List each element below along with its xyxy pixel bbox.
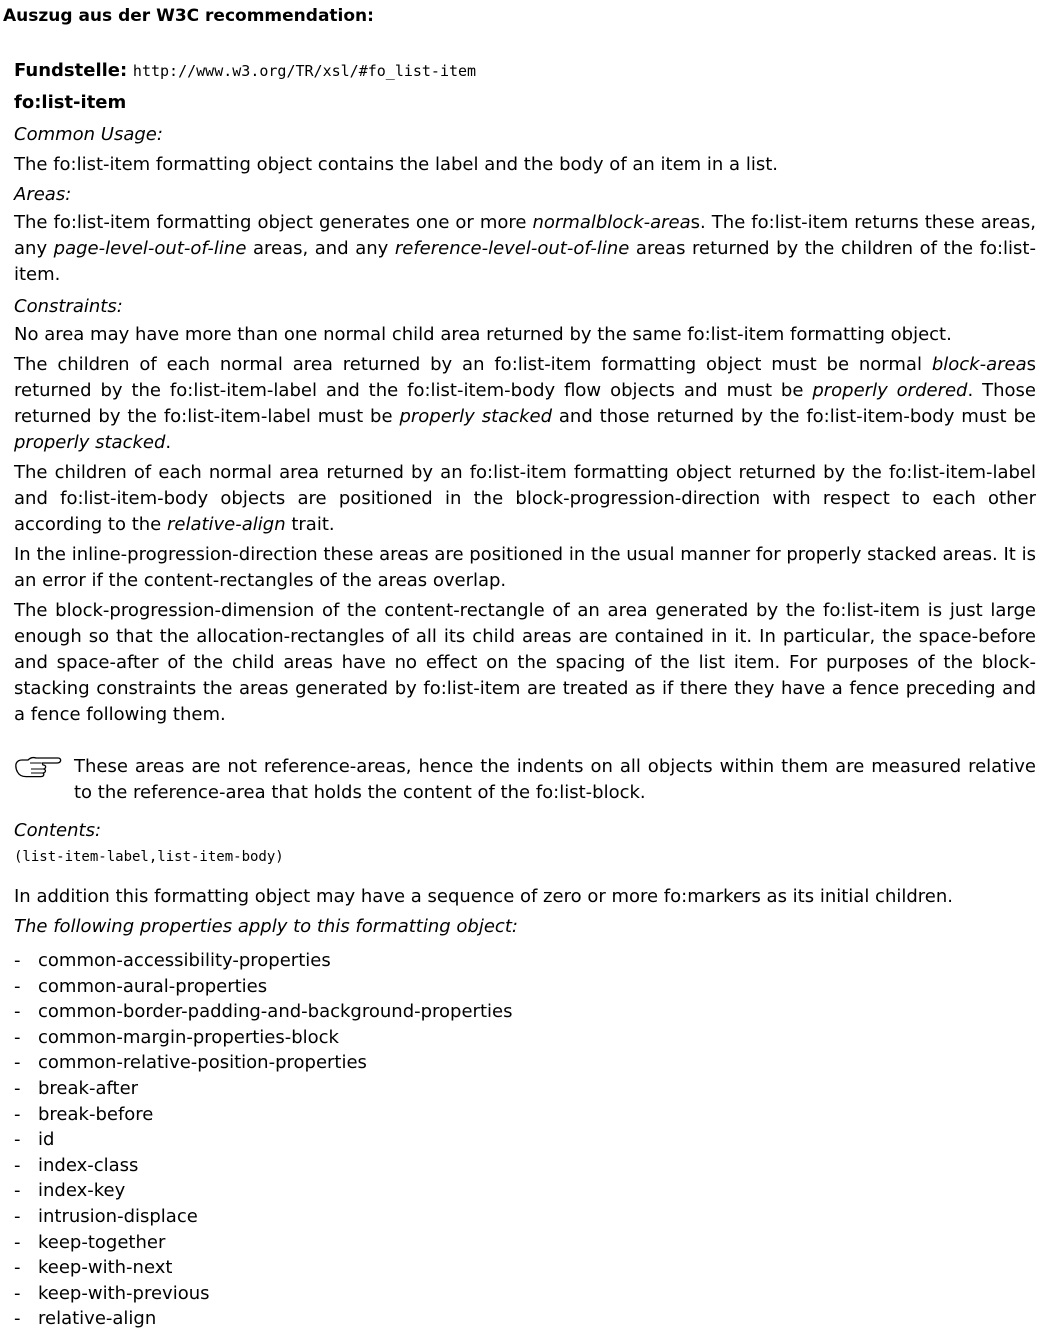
text-run: The fo:list-item formatting object generates one or more — [14, 212, 533, 233]
list-item: - keep-with-next — [14, 1255, 1036, 1281]
text-run: The children of each normal area returned by an fo:list-item formatting object must be normal — [14, 354, 932, 375]
list-item: - common-border-padding-and-background-properties — [14, 999, 1036, 1025]
list-item: - relative-align — [14, 1306, 1036, 1332]
text-run: and those returned by the fo:list-item-body must be — [552, 406, 1037, 427]
text-run: . Those returned by the fo:list-item-label must be — [14, 380, 1036, 427]
emphasis: relative-align — [166, 514, 286, 535]
list-item: - common-relative-position-properties — [14, 1050, 1036, 1076]
list-item: - break-after — [14, 1076, 1036, 1102]
spacer — [14, 872, 1036, 882]
constraint-paragraph — [14, 352, 1036, 456]
pointing-hand-icon — [14, 754, 62, 780]
emphasis: properly ordered — [812, 380, 968, 401]
text-run: areas returned by the children of the fo:list-item. — [14, 238, 1036, 285]
text-run: . — [165, 432, 172, 453]
contents-code: (list-item-label,list-item-body) — [14, 849, 284, 865]
constraint-paragraph — [14, 460, 1036, 538]
list-item: - common-accessibility-properties — [14, 948, 1036, 974]
list-item: - common-aural-properties — [14, 974, 1036, 1000]
object-name: fo:list-item — [14, 92, 127, 113]
list-item: - index-key — [14, 1178, 1036, 1204]
areas-text — [14, 210, 1036, 288]
source-label: Fundstelle: — [14, 60, 128, 81]
areas-label: Areas: — [14, 184, 72, 205]
list-item: - common-margin-properties-block — [14, 1025, 1036, 1051]
properties-list — [14, 948, 1036, 1332]
document-content — [14, 58, 1036, 1332]
contents-label: Contents: — [14, 820, 102, 841]
list-item: - break-before — [14, 1102, 1036, 1128]
emphasis: block-area — [931, 354, 1027, 375]
list-item: - id — [14, 1127, 1036, 1153]
emphasis: page-level-out-of-line — [53, 238, 247, 259]
text-run: The children of each normal area returned by an fo:list-item formatting object returned by the fo:list-item-label and fo:list-item-body objects are positioned in the block-progression-direction with respect to each other according to the — [14, 462, 1036, 535]
source-reference — [14, 58, 1036, 88]
common-usage-label: Common Usage: — [14, 124, 163, 145]
common-usage-text: The fo:list-item formatting object contains the label and the body of an item in a list. — [14, 154, 778, 175]
text-run: trait. — [285, 514, 335, 535]
list-item: - keep-together — [14, 1230, 1036, 1256]
note — [14, 754, 1036, 806]
list-item: - keep-with-previous — [14, 1281, 1036, 1307]
text-run: s returned by the fo:list-item-label and the fo:list-item-body flow objects and must be — [14, 354, 1036, 401]
properties-label: The following properties apply to this formatting object: — [14, 916, 518, 937]
emphasis: properly stacked — [399, 406, 553, 427]
text-run: areas, and any — [246, 238, 395, 259]
list-item: - index-class — [14, 1153, 1036, 1179]
text-run: s. The fo:list-item returns these areas, any — [14, 212, 1036, 259]
constraint-paragraph: The block-progression-dimension of the content-rectangle of an area generated by the fo:list-item is just large enough so that the allocation-rectangles of all its child areas are contained in it. In particular, the space-before and space-after of the child areas have no effect on the spacing of the list item. For purposes of the block-stacking constraints the areas generated by fo:list-item are treated as if there they have a fence preceding and a fence following them. — [14, 600, 1036, 725]
additional-text: In addition this formatting object may have a sequence of zero or more fo:markers as its initial children. — [14, 886, 953, 907]
page-heading: Auszug aus der W3C recommendation: — [3, 6, 374, 26]
source-url: http://www.w3.org/TR/xsl/#fo_list-item — [132, 62, 477, 80]
list-item: - intrusion-displace — [14, 1204, 1036, 1230]
emphasis: reference-level-out-of-line — [394, 238, 630, 259]
note-text: These areas are not reference-areas, hence the indents on all objects within them are measured relative to the reference-area that holds the content of the fo:list-block. — [74, 756, 1036, 803]
emphasis: normalblock-area — [532, 212, 691, 233]
emphasis: properly stacked — [14, 432, 166, 453]
constraint-paragraph: No area may have more than one normal child area returned by the same fo:list-item formatting object. — [14, 324, 952, 345]
constraints-label: Constraints: — [14, 296, 123, 317]
constraint-paragraph: In the inline-progression-direction these areas are positioned in the usual manner for properly stacked areas. It is an error if the content-rectangles of the areas overlap. — [14, 544, 1036, 591]
